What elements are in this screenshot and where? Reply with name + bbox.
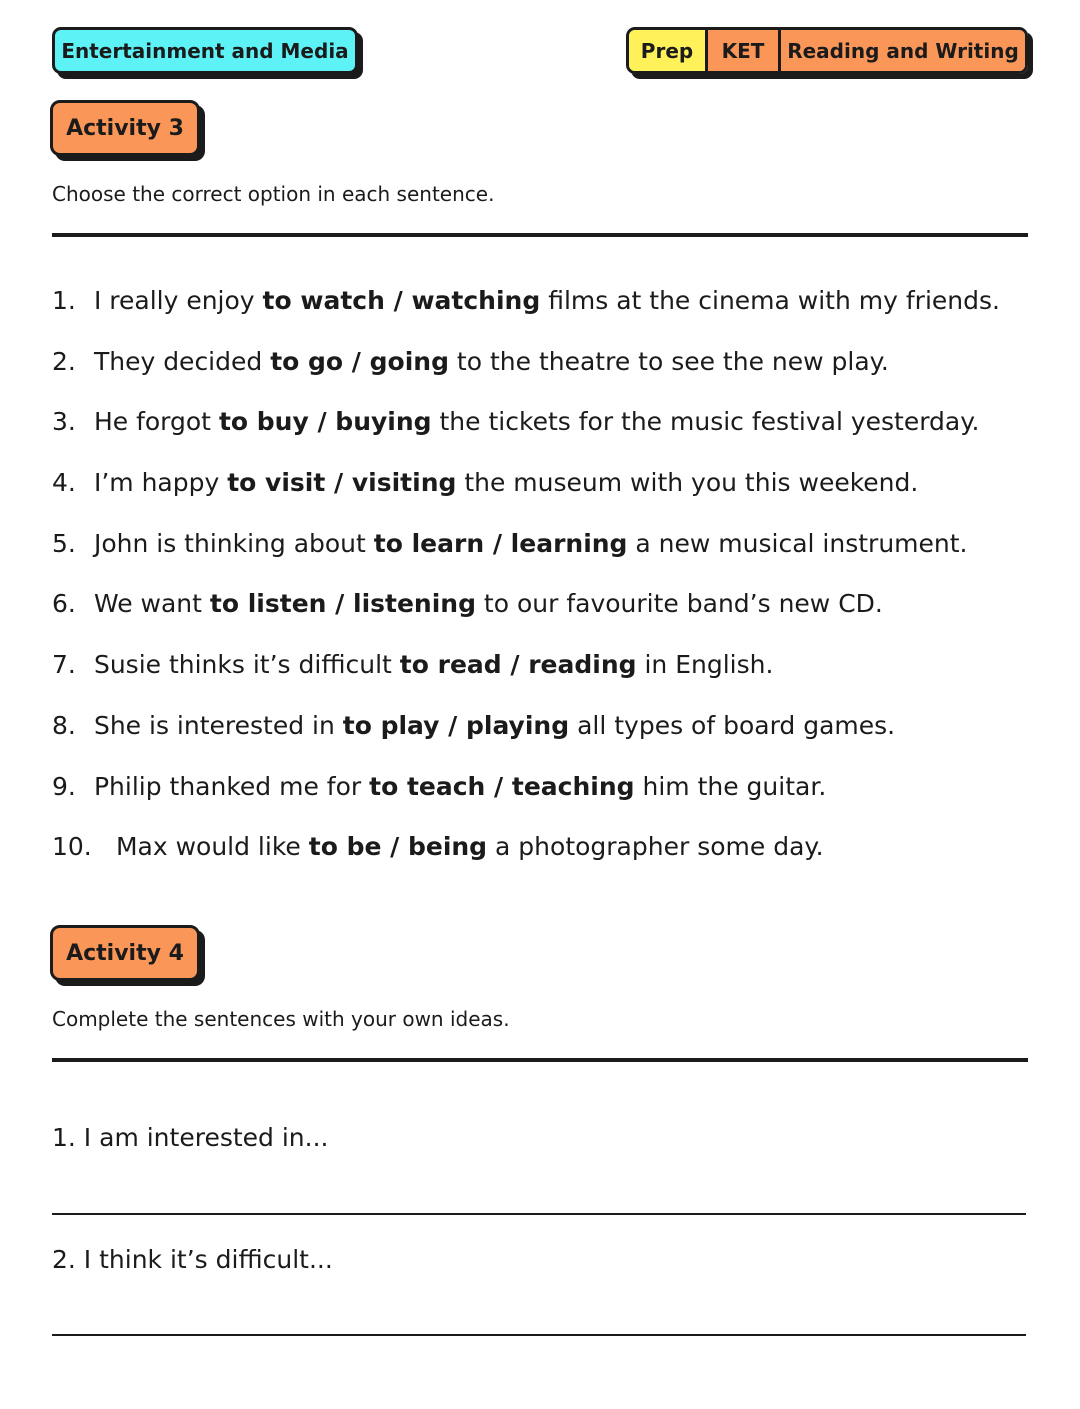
divider — [52, 1058, 1028, 1062]
sentence-before: I’m happy — [93, 468, 228, 498]
topic-tag: Entertainment and Media — [52, 27, 358, 74]
skill-tag: Reading and Writing — [781, 30, 1025, 71]
sentence-number: 3. — [52, 407, 76, 437]
sentence-after: in English. — [636, 650, 774, 680]
activity-4-instruction: Complete the sentences with your own ideas. — [52, 1007, 510, 1031]
sentence-after: a photographer some day. — [487, 832, 824, 862]
divider — [52, 233, 1028, 237]
sentence-before: I really enjoy — [93, 286, 263, 315]
sentence-item — [52, 341, 1000, 402]
sentence-number: 1. — [52, 286, 76, 315]
sentence-before: He forgot — [93, 407, 219, 437]
sentence-options[interactable]: to be / being — [308, 832, 488, 862]
sentence-number: 2. — [52, 346, 76, 376]
sentence-after: to our favourite band’s new CD. — [475, 589, 883, 619]
sentence-options[interactable]: to read / reading — [399, 650, 637, 680]
sentence-after: to the theatre to see the new play. — [448, 346, 889, 376]
level-tag: Prep — [629, 30, 708, 71]
answer-line-1[interactable] — [52, 1213, 1026, 1215]
sentence-number: 5. — [52, 528, 76, 558]
activity-4-title: Activity 4 — [50, 925, 200, 981]
sentence-options[interactable]: to play / playing — [342, 710, 570, 740]
sentence-before: They decided — [93, 346, 271, 376]
sentence-after: all types of board games. — [569, 710, 896, 740]
sentence-after: the museum with you this weekend. — [456, 468, 919, 498]
exam-tag: KET — [708, 30, 781, 71]
sentence-item — [52, 644, 1000, 705]
sentence-item — [52, 583, 1000, 644]
activity-3-instruction: Choose the correct option in each sentence. — [52, 182, 495, 206]
sentence-number: 4. — [52, 468, 76, 498]
sentence-options[interactable]: to learn / learning — [373, 528, 628, 558]
sentence-options[interactable]: to teach / teaching — [369, 771, 635, 801]
sentence-options[interactable]: to watch / watching — [262, 286, 541, 315]
sentence-number: 10. — [52, 832, 92, 862]
sentence-options[interactable]: to visit / visiting — [227, 468, 457, 498]
sentence-before: She is interested in — [93, 710, 343, 740]
sentence-item — [52, 705, 1000, 766]
sentence-before: Susie thinks it’s difficult — [93, 650, 400, 680]
activity-3-title: Activity 3 — [50, 100, 200, 156]
sentence-after: the tickets for the music festival yesterday. — [431, 407, 980, 437]
sentence-before: Philip thanked me for — [93, 771, 370, 801]
sentence-number: 6. — [52, 589, 76, 619]
sentence-number: 9. — [52, 771, 76, 801]
prompt-1: 1. I am interested in... — [52, 1123, 329, 1152]
sentence-options[interactable]: to listen / listening — [209, 589, 476, 619]
sentence-number: 7. — [52, 650, 76, 680]
sentence-after: him the guitar. — [634, 771, 827, 801]
answer-line-2[interactable] — [52, 1334, 1026, 1336]
sentence-item — [52, 280, 1000, 341]
sentence-item — [52, 766, 1000, 827]
sentence-item — [52, 462, 1000, 523]
sentence-after: films at the cinema with my friends. — [540, 286, 1000, 315]
sentence-item — [52, 523, 1000, 584]
level-tags — [626, 27, 1028, 74]
sentence-before: Max would like — [115, 832, 309, 862]
sentence-item — [52, 401, 1000, 462]
sentence-after: a new musical instrument. — [627, 528, 968, 558]
sentence-before: We want — [93, 589, 210, 619]
sentence-options[interactable]: to buy / buying — [218, 407, 432, 437]
sentence-options[interactable]: to go / going — [270, 346, 449, 376]
sentence-number: 8. — [52, 710, 76, 740]
prompt-2: 2. I think it’s difficult... — [52, 1245, 333, 1274]
sentence-item — [52, 826, 1000, 887]
sentence-before: John is thinking about — [93, 528, 374, 558]
sentence-list — [52, 280, 1000, 887]
